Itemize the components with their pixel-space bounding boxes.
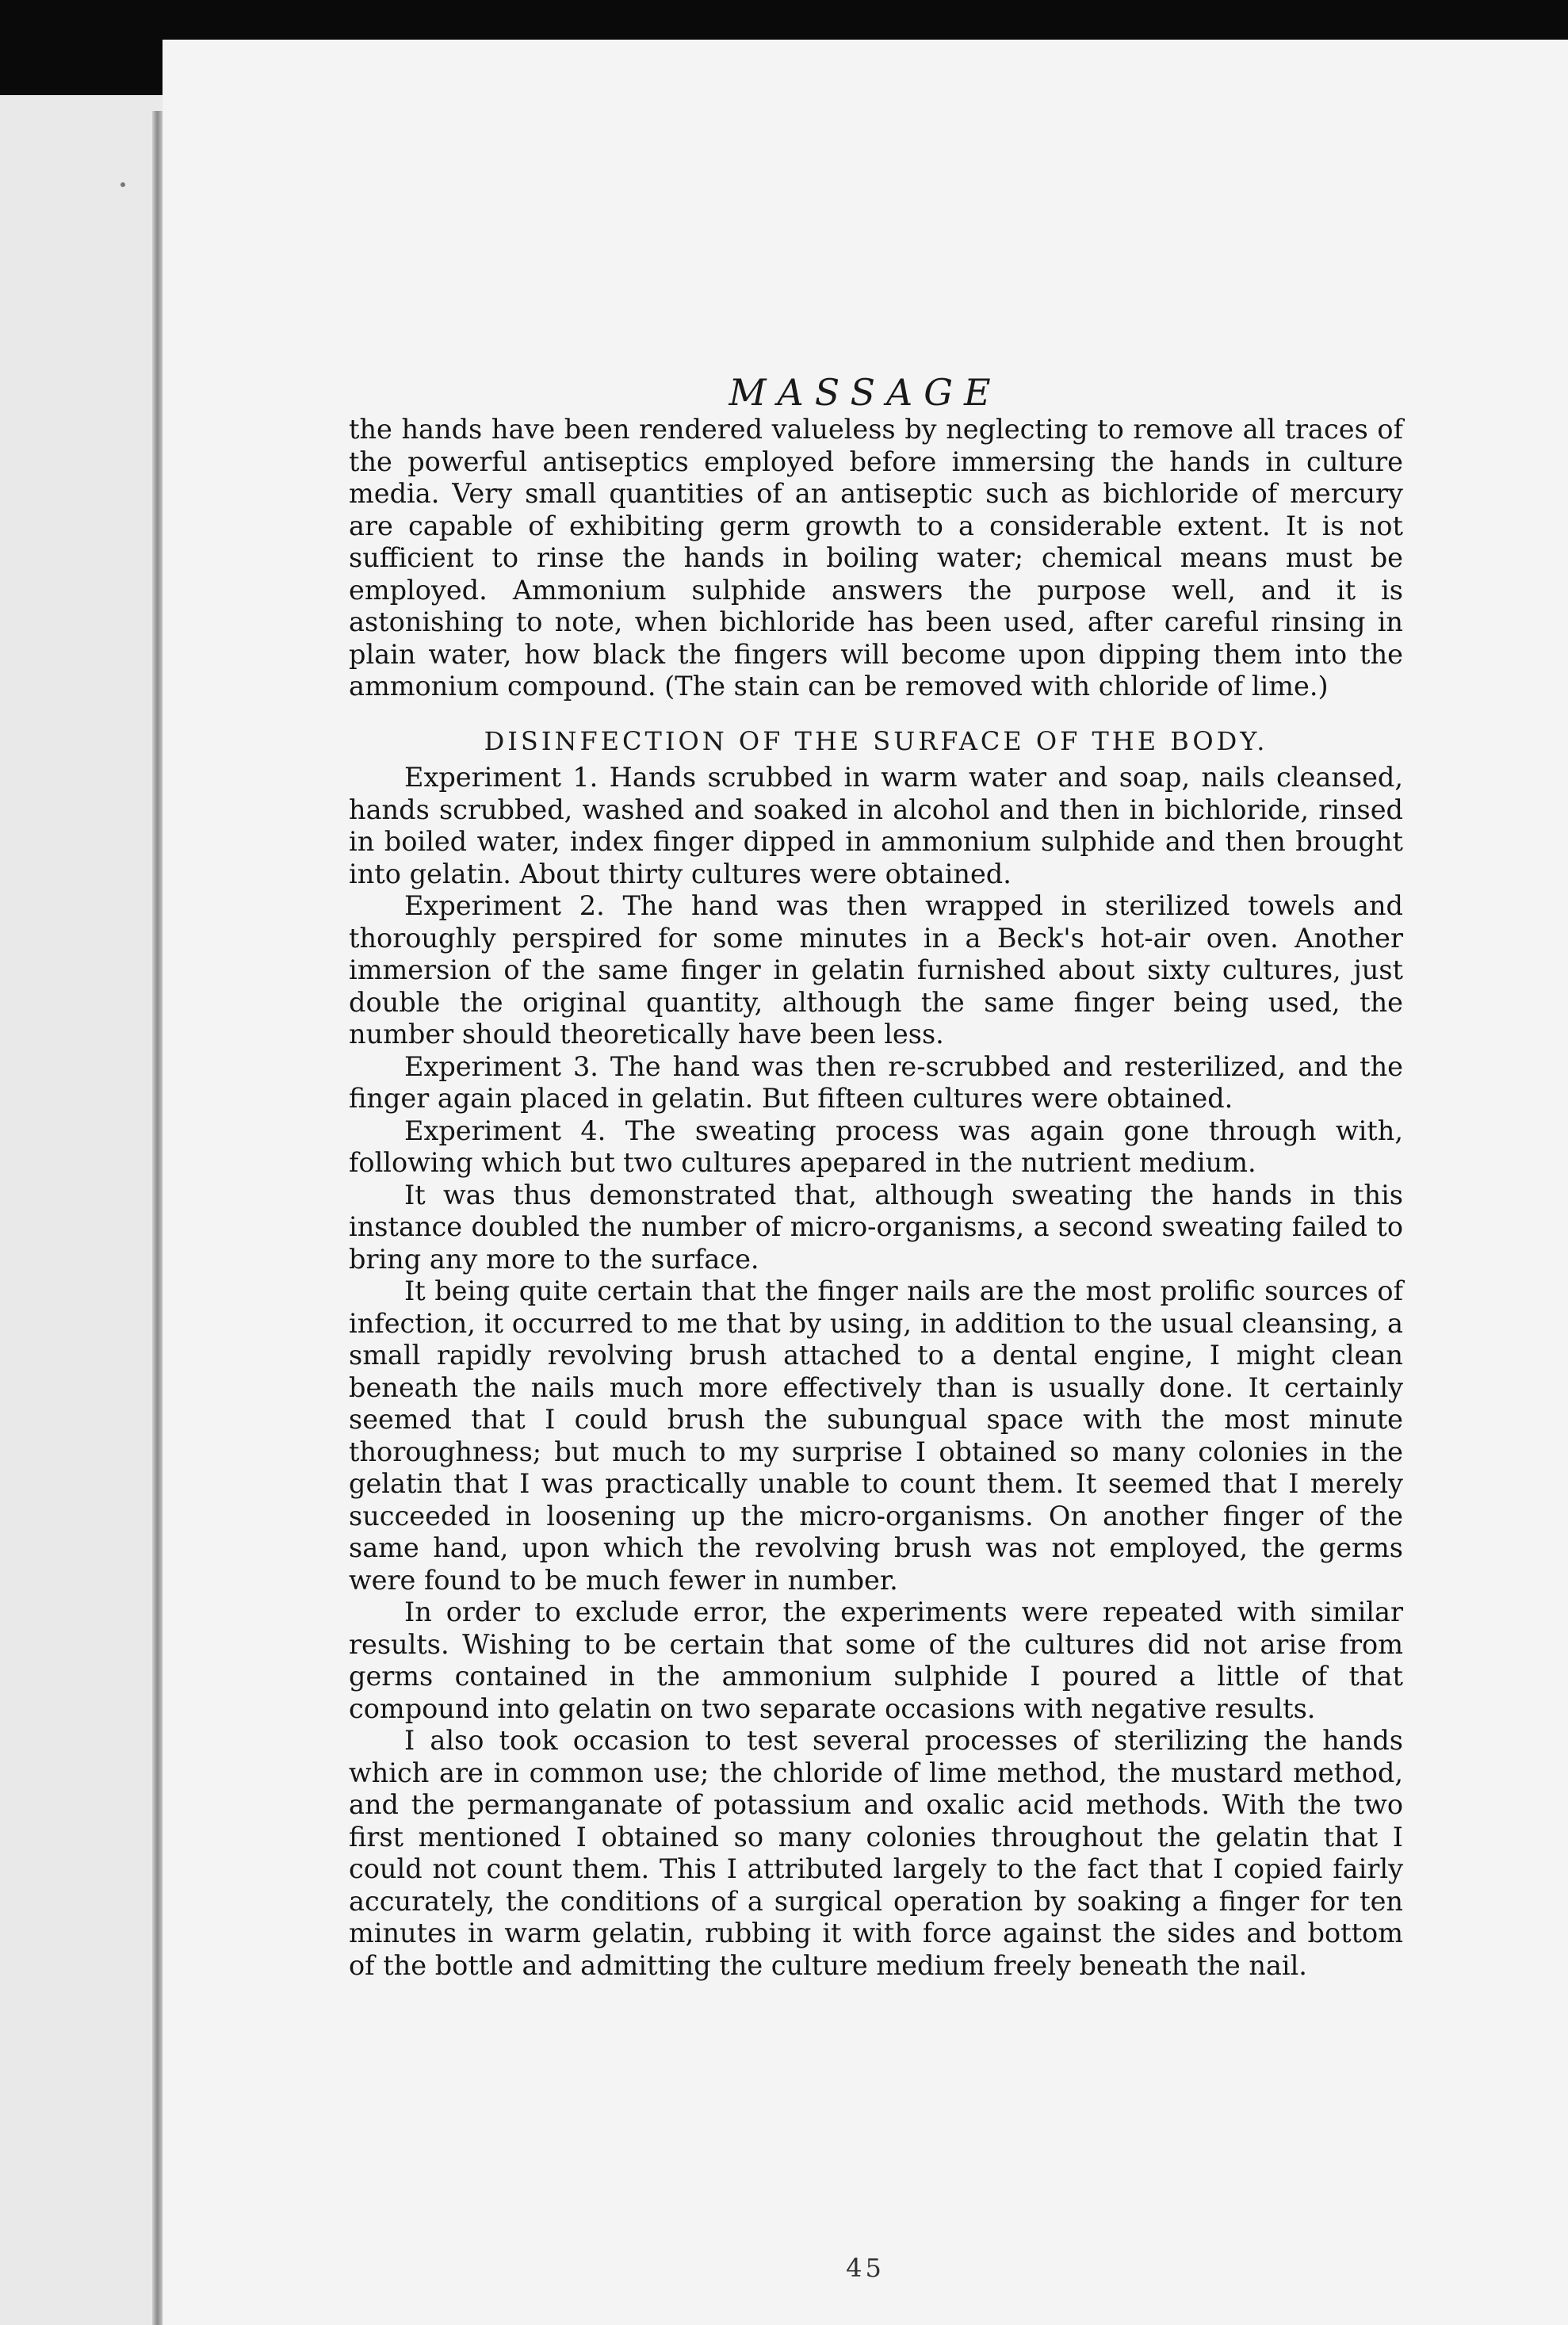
page-number: 45 [846,2253,885,2283]
speck [120,182,125,187]
running-head: MASSAGE [729,371,1002,414]
paragraph: Experiment 3. The hand was then re-scrubbed and resterilized, and the finger again placed in gelatin. But fifteen cultures were obtained. [349,1050,1403,1114]
paragraph: It being quite certain that the finger nails are the most prolific sources of infection, it occurred to me that by using, in addition to the usual cleansing, a small rapidly revolving brush attached to a dental engine, I might clean beneath the nails much more effectively than is usually done. It certainly seemed that I could brush the subungual space with the most minute thoroughness; but much to my surprise I obtained so many colonies in the gelatin that I was practically unable to count them. It seemed that I merely succeeded in loosening up the micro-organisms. On another finger of the same hand, upon which the revolving brush was not employed, the germs were found to be much fewer in number. [349,1275,1403,1596]
paragraph: Experiment 4. The sweating process was again gone through with, following which but two cultures apepared in the nutrient medium. [349,1115,1403,1178]
paragraph: I also took occasion to test several processes of sterilizing the hands which are in common use; the chloride of lime method, the mustard method, and the permanganate of potassium and oxalic acid methods. With the two first mentioned I obtained so many colonies throughout the gelatin that I could not count them. This I attributed largely to the fact that I copied fairly accurately, the conditions of a surgical operation by soaking a finger for ten minutes in warm gelatin, rubbing it with force against the sides and bottom of the bottle and admitting the culture medium freely beneath the nail. [349,1725,1403,1981]
paragraph: Experiment 2. The hand was then wrapped in sterilized towels and thoroughly perspired for some minutes in a Beck's hot-air oven. Another immersion of the same finger in gelatin furnished about sixty cultures, just double the original quantity, although the same finger being used, the number should theoretically have been less. [349,890,1403,1050]
page-text [349,414,1403,1982]
book-page [163,40,1568,2325]
paragraph: the hands have been rendered valueless by neglecting to remove all traces of the powerful antiseptics employed before immersing the hands in culture media. Very small quantities of an antiseptic such as bichloride of mercury are capable of exhibiting germ growth to a considerable extent. It is not sufficient to rinse the hands in boiling water; chemical means must be employed. Ammonium sulphide answers the purpose well, and it is astonishing to note, when bichloride has been used, after careful rinsing in plain water, how black the fingers will become upon dipping them into the ammonium compound. (The stain can be removed with chloride of lime.) [349,414,1403,702]
paragraph: Experiment 1. Hands scrubbed in warm water and soap, nails cleansed, hands scrubbed, washed and soaked in alcohol and then in bichloride, rinsed in boiled water, index finger dipped in ammonium sulphide and then brought into gelatin. About thirty cultures were obtained. [349,762,1403,889]
paragraph: It was thus demonstrated that, although sweating the hands in this instance doubled the number of micro-organisms, a second sweating failed to bring any more to the surface. [349,1179,1403,1275]
section-heading: DISINFECTION OF THE SURFACE OF THE BODY. [484,725,1268,756]
paragraph: In order to exclude error, the experiments were repeated with similar results. Wishing to be certain that some of the cultures did not arise from germs contained in the ammonium sulphide I poured a little of that compound into gelatin on two separate occasions with negative results. [349,1597,1403,1724]
